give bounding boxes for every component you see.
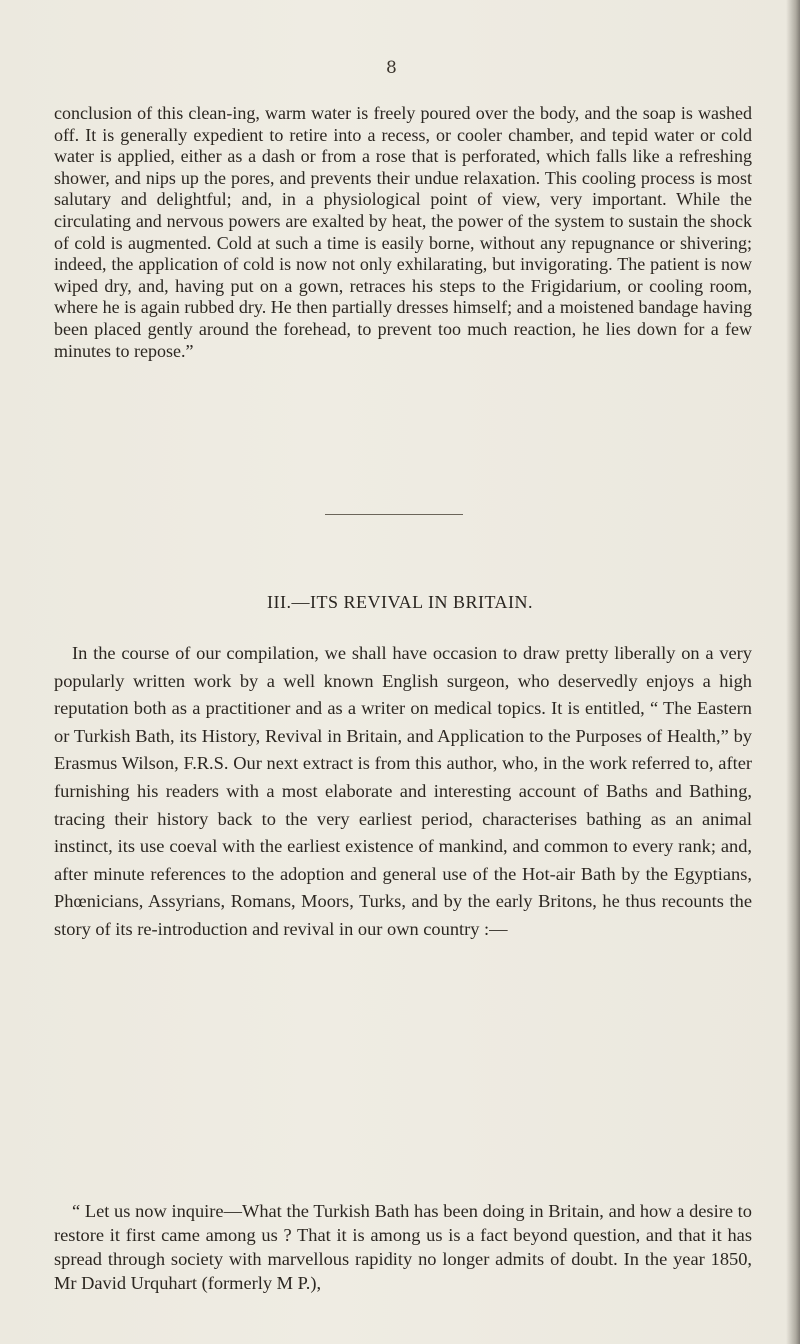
body-paragraph-1: conclusion of this clean-ing, warm water is freely poured over the body, and the soap is washed off. It is generally expedient to retire into a recess, or cooler chamber, and tepid water or cold water is applied, either as a dash or from a rose that is perforated, which falls like a refreshing shower, and nips up the pores, and prevents their undue relaxation. This cooling process is most salutary and delightful; and, in a physiological point of view, very important. While the circulating and nervous powers are exalted by heat, the power of the system to sustain the shock of cold is augmented. Cold at such a time is easily borne, without any repugnance or shivering; indeed, the application of cold is now not only exhilarating, but invigorating. The patient is now wiped dry, and, having put on a gown, retraces his steps to the Frigidarium, or cooling room, where he is again rubbed dry. He then partially dresses himself; and a moistened bandage having been placed gently around the forehead, to prevent too much reaction, he lies down for a few minutes to repose.” xyxy=(54,103,752,361)
page-number: 8 xyxy=(386,58,397,78)
page-edge-shadow xyxy=(786,0,800,1344)
body-paragraph-2: In the course of our compilation, we shall have occasion to draw pretty liberally on a very popularly written work by a well known English surgeon, who deservedly enjoys a high reputation both as a practitioner and as a writer on medical topics. It is entitled, “ The Eastern or Turkish Bath, its History, Revival in Britain, and Application to the Purposes of Health,” by Erasmus Wilson, F.R.S. Our next extract is from this author, who, in the work referred to, after furnishing his readers with a most elaborate and interesting account of Baths and Bathing, tracing their history back to the very earliest period, characterises bathing as an animal instinct, its use coeval with the earliest existence of mankind, and common to every rank; and, after minute references to the adoption and general use of the Hot-air Bath by the Egyptians, Phœnicians, Assyrians, Romans, Moors, Turks, and by the early Britons, he thus recounts the story of its re-introduction and revival in our own country :— xyxy=(54,643,752,939)
section-heading: III.—ITS REVIVAL IN BRITAIN. xyxy=(266,592,534,612)
body-paragraph-3: “ Let us now inquire—What the Turkish Bath has been doing in Britain, and how a desire to restore it first came among us ? That it is among us is a fact beyond question, and that it has spread through society with marvellous rapidity no longer admits of doubt. In the year 1850, Mr David Urquhart (formerly M P.), xyxy=(54,1201,752,1293)
section-divider xyxy=(325,514,463,515)
